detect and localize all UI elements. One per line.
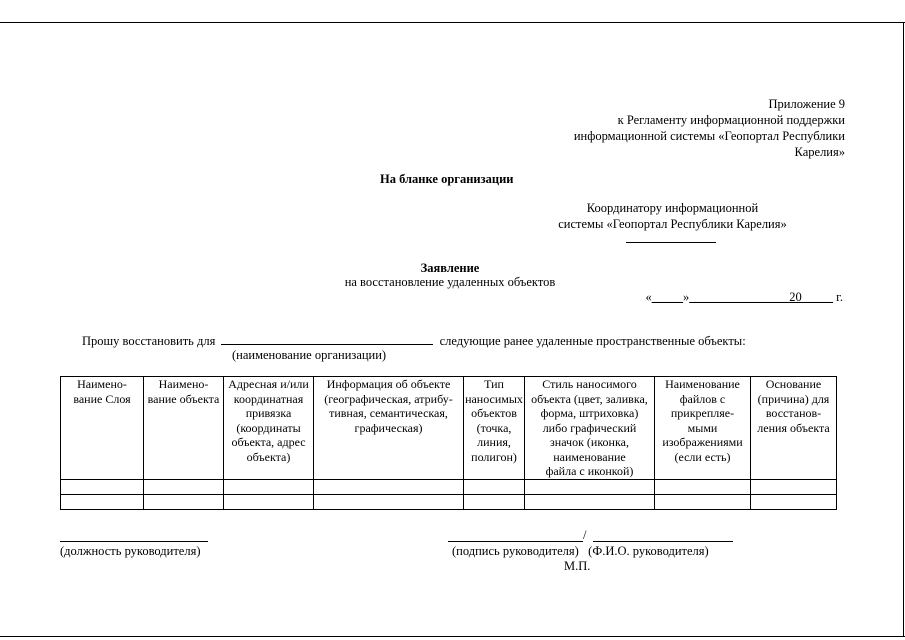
header-line: объекта (цвет, заливка, bbox=[531, 391, 648, 406]
header-line: графическая) bbox=[354, 420, 423, 435]
page-border-bottom bbox=[0, 636, 905, 637]
signature-separator: / bbox=[583, 528, 587, 542]
addressee bbox=[540, 200, 805, 232]
request-sentence bbox=[82, 333, 746, 349]
table-cell[interactable] bbox=[61, 494, 144, 509]
header-line: форма, штриховка) bbox=[540, 406, 639, 420]
table-cell[interactable] bbox=[144, 494, 224, 509]
signature-captions bbox=[452, 544, 709, 559]
table-cell[interactable] bbox=[224, 494, 314, 509]
header-line: наименование bbox=[553, 449, 626, 464]
date-year-blank[interactable]: _____ bbox=[801, 290, 834, 304]
table-body bbox=[61, 479, 837, 509]
header-line: файлов с bbox=[679, 391, 726, 406]
header-line: (точка, bbox=[476, 420, 512, 435]
position-blank[interactable] bbox=[60, 541, 208, 542]
full-name-caption: (Ф.И.О. руководителя) bbox=[588, 544, 709, 558]
table-cell[interactable] bbox=[751, 494, 837, 509]
date-close-quote: » bbox=[683, 290, 690, 304]
appendix-line-4: Карелия» bbox=[794, 145, 845, 159]
header-line: файла с иконкой) bbox=[545, 464, 634, 478]
header-line: мыми bbox=[687, 420, 718, 435]
header-object-name bbox=[144, 377, 224, 480]
appendix-line-2: к Регламенту информационной поддержки bbox=[617, 113, 845, 127]
header-line: (географическая, атрибу- bbox=[324, 391, 453, 406]
date-field[interactable] bbox=[646, 290, 843, 305]
table-row bbox=[61, 479, 837, 494]
appendix-line-1: Приложение 9 bbox=[768, 97, 845, 111]
header-style bbox=[525, 377, 655, 480]
header-line: Наименование bbox=[665, 377, 740, 391]
request-suffix: следующие ранее удаленные пространственные объекты: bbox=[439, 334, 746, 348]
header-address bbox=[224, 377, 314, 480]
title-main: Заявление bbox=[420, 261, 480, 275]
addressee-line-2: системы «Геопортал Республики Карелия» bbox=[558, 217, 787, 231]
header-line: восстанов- bbox=[765, 406, 822, 420]
addressee-line-1: Координатору информационной bbox=[586, 201, 759, 215]
header-line: вание объекта bbox=[147, 391, 220, 406]
position-caption: (должность руководителя) bbox=[60, 544, 201, 558]
table-cell[interactable] bbox=[525, 494, 655, 509]
date-day-blank[interactable]: _____ bbox=[651, 290, 684, 304]
header-line: ления объекта bbox=[757, 420, 830, 435]
table-cell[interactable] bbox=[655, 479, 751, 494]
header-line: прикрепляе- bbox=[670, 406, 735, 420]
date-month-blank[interactable]: ________________ bbox=[689, 290, 790, 304]
header-line: линия, bbox=[477, 435, 511, 449]
header-line: объекта, адрес bbox=[231, 435, 306, 449]
header-line: наносимых bbox=[465, 391, 523, 406]
header-line: координатная bbox=[233, 391, 304, 406]
header-line: изображениями bbox=[662, 435, 743, 449]
table-cell[interactable] bbox=[655, 494, 751, 509]
table-cell[interactable] bbox=[144, 479, 224, 494]
header-line: Тип bbox=[484, 377, 504, 391]
table-cell[interactable] bbox=[525, 479, 655, 494]
header-line: значок (иконка, bbox=[550, 435, 629, 449]
date-suffix: г. bbox=[833, 290, 843, 304]
organization-name-blank[interactable] bbox=[221, 333, 433, 345]
signature-caption: (подпись руководителя) bbox=[452, 544, 579, 558]
header-line: (причина) для bbox=[757, 391, 830, 406]
header-line: полигон) bbox=[471, 449, 517, 464]
date-year-prefix: 20 bbox=[789, 290, 802, 304]
table-cell[interactable] bbox=[224, 479, 314, 494]
header-line: объекта) bbox=[246, 449, 291, 464]
page-border-right bbox=[903, 22, 904, 637]
header-reason bbox=[751, 377, 837, 480]
header-line: объектов bbox=[471, 406, 517, 420]
document-title bbox=[300, 261, 600, 289]
objects-table bbox=[60, 376, 837, 510]
appendix-line-3: информационной системы «Геопортал Республики bbox=[573, 129, 845, 143]
header-line: либо графический bbox=[542, 420, 637, 435]
header-line: Основание bbox=[765, 377, 822, 391]
header-line: Наимено- bbox=[77, 377, 127, 391]
header-line: Адресная и/или bbox=[228, 377, 309, 391]
header-line: Наимено- bbox=[158, 377, 209, 391]
table-cell[interactable] bbox=[751, 479, 837, 494]
header-line: привязка bbox=[245, 406, 292, 420]
table-cell[interactable] bbox=[314, 494, 464, 509]
table-cell[interactable] bbox=[464, 479, 525, 494]
header-line: тивная, семантическая, bbox=[329, 406, 448, 420]
request-prefix: Прошу восстановить для bbox=[82, 334, 216, 348]
header-object-type bbox=[464, 377, 525, 480]
header-line: (координаты bbox=[236, 420, 301, 435]
signature-blank[interactable] bbox=[448, 541, 583, 542]
table-row bbox=[61, 494, 837, 509]
appendix-header bbox=[525, 96, 845, 160]
table-cell[interactable] bbox=[464, 494, 525, 509]
addressee-name-blank[interactable] bbox=[626, 242, 716, 243]
date-open-quote: « bbox=[645, 290, 652, 304]
full-name-blank[interactable] bbox=[593, 541, 733, 542]
header-line: Информация об объекте bbox=[326, 377, 451, 391]
header-line: Стиль наносимого bbox=[542, 377, 637, 391]
header-files bbox=[655, 377, 751, 480]
letterhead-note: На бланке организации bbox=[380, 172, 514, 186]
table-cell[interactable] bbox=[61, 479, 144, 494]
table-cell[interactable] bbox=[314, 479, 464, 494]
header-layer-name bbox=[61, 377, 144, 480]
organization-caption: (наименование организации) bbox=[232, 348, 387, 362]
header-line: (если есть) bbox=[674, 449, 731, 464]
table-header-row bbox=[61, 377, 837, 480]
page-border-top bbox=[0, 22, 905, 23]
header-object-info bbox=[314, 377, 464, 480]
header-line: вание Слоя bbox=[73, 391, 131, 406]
title-subtitle: на восстановление удаленных объектов bbox=[344, 275, 556, 289]
stamp-placeholder: М.П. bbox=[564, 559, 591, 573]
